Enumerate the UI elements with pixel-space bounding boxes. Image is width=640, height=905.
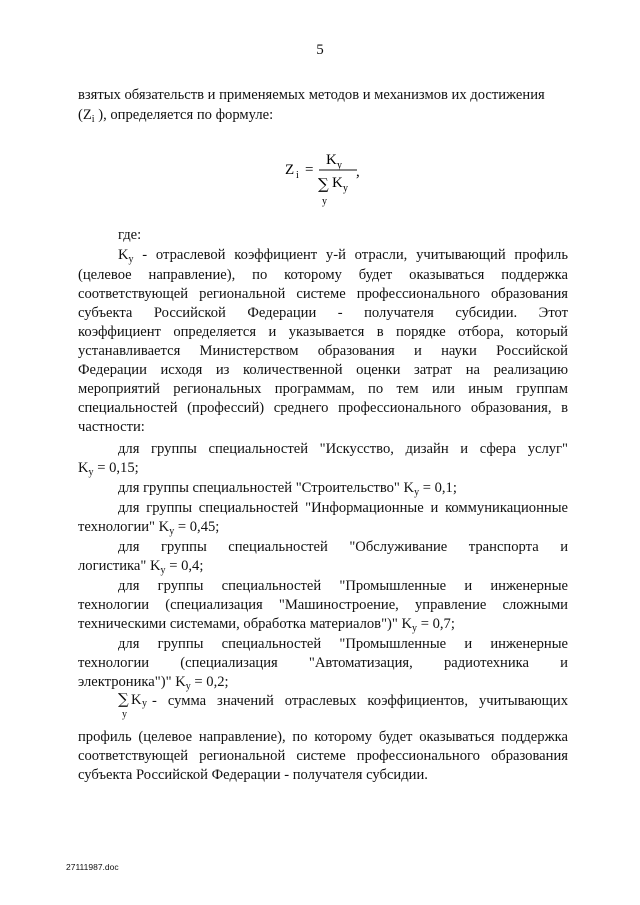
ky-def-line-7: Федерации исходя из количественной оценки затрат на реализацию xyxy=(78,362,568,378)
group-3-line-1: для группы специальностей "Информационные и коммуникационные xyxy=(118,500,568,516)
ky-def-line-2: (целевое направление), по которому будет оказываться поддержка xyxy=(78,267,568,283)
formula-numerator: K xyxy=(326,152,337,168)
group-2-line-1 xyxy=(118,479,568,498)
ky-subscript: y xyxy=(185,681,191,692)
formula-denominator-sub: y xyxy=(343,183,348,194)
group-value: = 0,15; xyxy=(93,460,139,476)
group-5-line-1: для группы специальностей "Промышленные и инженерные xyxy=(118,578,568,594)
ky-symbol: K xyxy=(158,519,170,535)
ky-symbol: K xyxy=(118,247,129,263)
formula-lhs: Z xyxy=(285,162,295,178)
ky-symbol: K xyxy=(403,480,415,496)
ky-def-line-9: специальностей (профессий) среднего профессионального образования, в xyxy=(78,400,568,416)
ky-def-line-1 xyxy=(118,246,568,265)
ky-subscript: y xyxy=(160,565,166,576)
sum-def-line-4: субъекта Российской Федерации - получателя субсидии. xyxy=(78,767,428,783)
group-text: электроника")" xyxy=(78,674,176,690)
group-value: = 0,4; xyxy=(165,558,204,574)
sum-def-line-1: - сумма значений отраслевых коэффициентов, учитывающих xyxy=(152,693,568,709)
ky-def-line-4: субъекта Российской Федерации - получателя субсидии. Этот xyxy=(78,305,568,321)
formula-lhs-sub: i xyxy=(296,170,299,181)
group-value: = 0,7; xyxy=(417,616,455,632)
ky-def-text: - отраслевой коэффициент у-й отрасли, учитывающий профиль xyxy=(133,247,568,263)
intro-text: взятых обязательств и применяемых методов и механизмов их достижения xyxy=(78,87,545,103)
group-6-line-2: технологии (специализация "Автоматизация, радиотехника и xyxy=(78,655,568,671)
group-text: техническими системами, обработка материалов")" xyxy=(78,616,402,632)
group-1-line-2 xyxy=(78,459,568,478)
ky-symbol: K xyxy=(175,674,186,690)
ky-def-line-5: коэффициент определяется и указывается в порядке отбора, который xyxy=(78,324,568,340)
formula-numerator-sub: y xyxy=(337,160,342,171)
formula-comma: , xyxy=(356,164,360,180)
where-label: где: xyxy=(118,227,142,243)
formula-sigma: ∑ xyxy=(318,175,329,193)
group-6-line-3 xyxy=(78,673,568,692)
ky-symbol: K xyxy=(150,558,161,574)
paren-open: ( xyxy=(78,107,83,123)
ky-symbol: K xyxy=(131,692,142,708)
group-4-line-1: для группы специальностей "Обслуживание транспорта и xyxy=(118,539,568,555)
ky-subscript: y xyxy=(142,698,147,709)
ky-subscript: y xyxy=(412,623,418,634)
group-5-line-3 xyxy=(78,615,568,634)
group-text: для группы специальностей "Строительство" xyxy=(118,480,404,496)
intro-tail: ), определяется по формуле: xyxy=(94,107,274,123)
ky-subscript: y xyxy=(414,487,420,498)
page-number: 5 xyxy=(316,42,324,58)
formula xyxy=(0,142,640,212)
formula-svg xyxy=(0,142,640,212)
ky-subscript: y xyxy=(128,254,134,265)
z-subscript: i xyxy=(91,114,95,125)
formula-sigma-sub: y xyxy=(322,196,327,207)
group-text: логистика" xyxy=(78,558,150,574)
formula-denominator: K xyxy=(332,175,343,191)
sum-def-line-2: профиль (целевое направление), по которому будет оказываться поддержка xyxy=(78,729,568,745)
group-4-line-2 xyxy=(78,557,568,576)
ky-subscript: y xyxy=(169,526,175,537)
ky-subscript: y xyxy=(88,467,94,478)
ky-symbol: K xyxy=(78,460,89,476)
sigma-subscript: y xyxy=(122,709,127,720)
group-value: = 0,45; xyxy=(174,519,220,535)
ky-def-line-3: соответствующей региональной системе профессионального образования xyxy=(78,286,568,302)
ky-def-line-6: устанавливается Министерством образования и науки Российской xyxy=(78,343,568,359)
group-5-line-2: технологии (специализация "Машиностроение, управление сложными xyxy=(78,597,568,613)
formula-equals: = xyxy=(305,162,314,178)
intro-line-2 xyxy=(78,106,568,125)
ky-def-line-10: частности: xyxy=(78,419,145,435)
group-3-line-2 xyxy=(78,518,568,537)
ky-symbol: K xyxy=(401,616,413,632)
group-value: = 0,1; xyxy=(419,480,457,496)
intro-line-1 xyxy=(78,86,568,105)
group-text: технологии" xyxy=(78,519,159,535)
footer-filename: 27111987.doc xyxy=(66,862,119,872)
z-symbol: Z xyxy=(82,107,92,123)
group-value: = 0,2; xyxy=(190,674,229,690)
ky-def-line-8: мероприятий региональных программам, по тем или иным группам xyxy=(78,381,568,397)
sigma-icon: ∑ xyxy=(118,690,129,708)
sum-def-line-3: соответствующей региональной системе профессионального образования xyxy=(78,748,568,764)
group-6-line-1: для группы специальностей "Промышленные и инженерные xyxy=(118,636,568,652)
sum-symbol xyxy=(118,690,148,724)
group-1-line-1: для группы специальностей "Искусство, дизайн и сфера услуг" xyxy=(118,441,568,457)
